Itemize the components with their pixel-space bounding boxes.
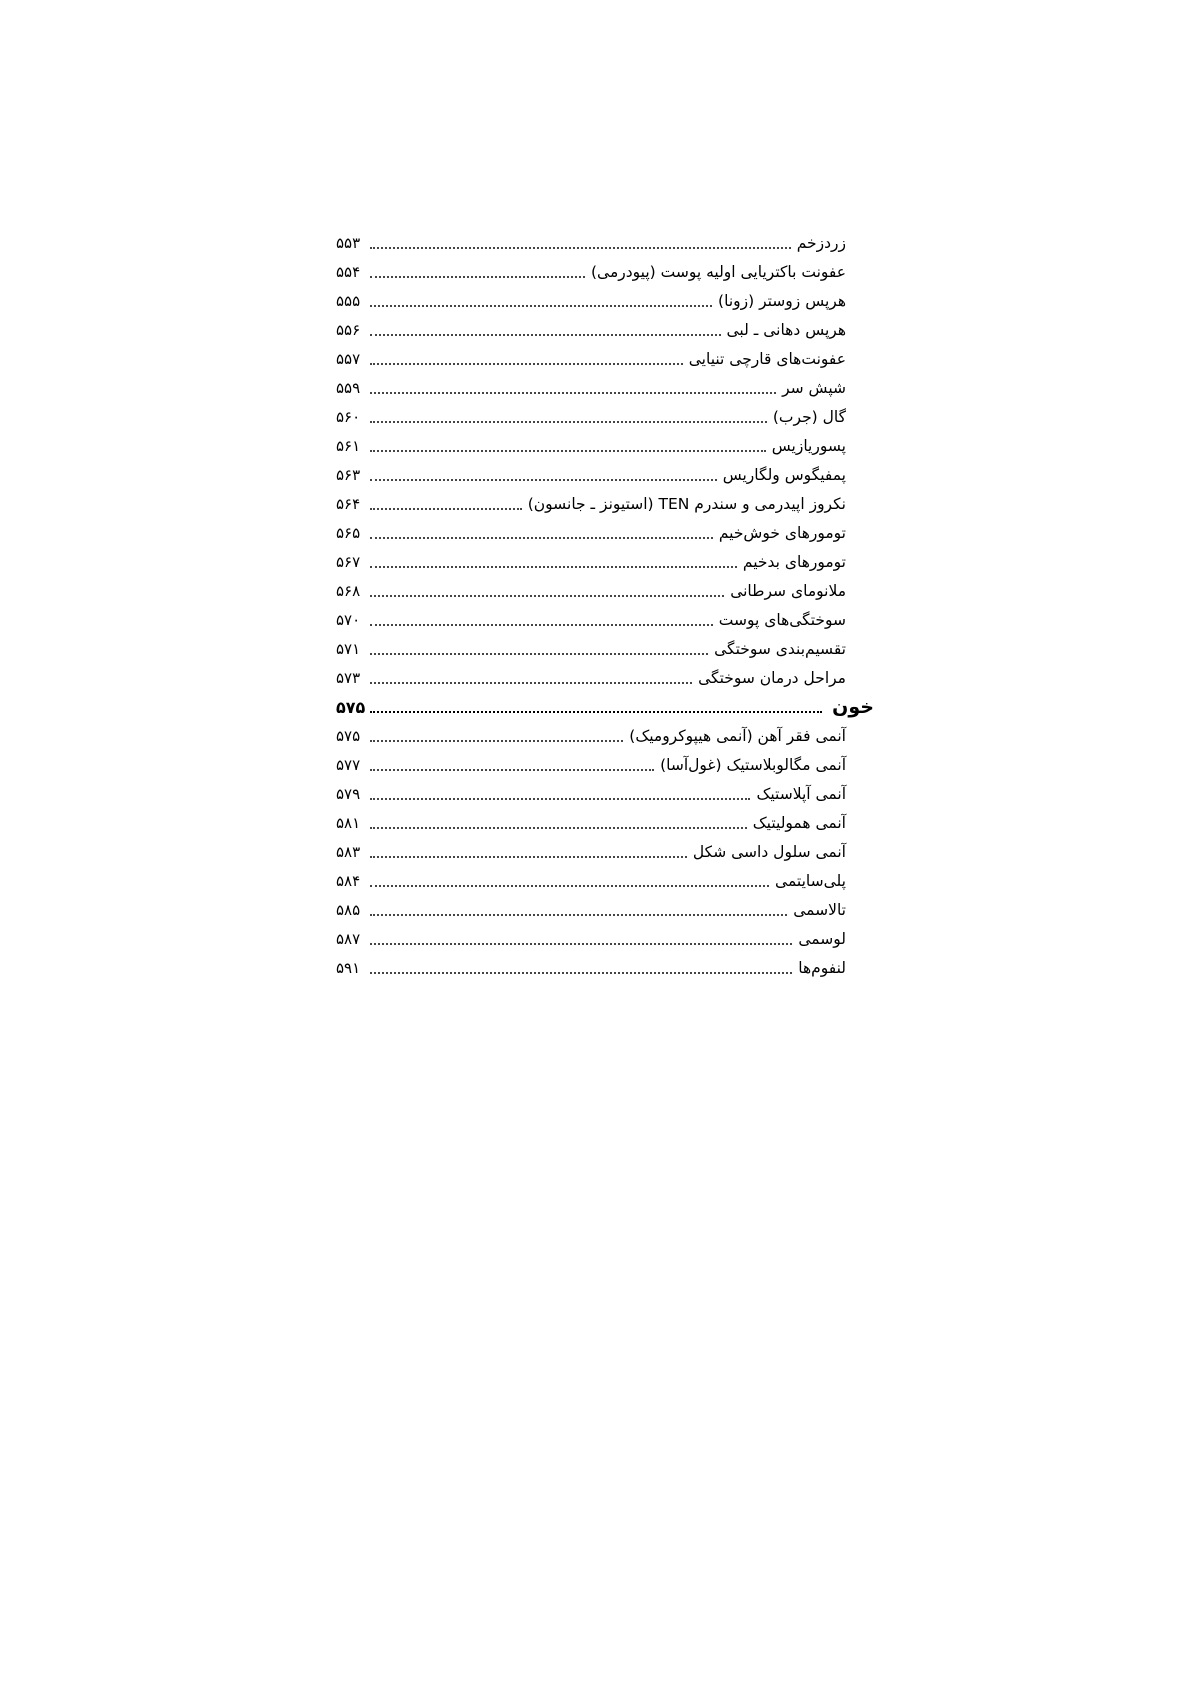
dot-leader bbox=[370, 914, 787, 916]
dot-leader bbox=[370, 363, 683, 365]
toc-entry[interactable] bbox=[336, 548, 846, 577]
toc-entry-page: ۵۶۸ bbox=[336, 582, 361, 600]
toc-entry[interactable] bbox=[336, 867, 846, 896]
dot-leader bbox=[370, 740, 623, 742]
toc-entry[interactable] bbox=[336, 519, 846, 548]
dot-leader bbox=[370, 827, 747, 829]
toc-entry-page: ۵۸۱ bbox=[336, 814, 361, 832]
dot-leader bbox=[370, 972, 792, 974]
toc-entry-page: ۵۵۵ bbox=[336, 292, 361, 310]
toc-entry-title: تومورهای بدخیم bbox=[742, 552, 846, 571]
toc-entry[interactable] bbox=[336, 896, 846, 925]
dot-leader bbox=[370, 769, 654, 771]
toc-entry-page: ۵۶۰ bbox=[336, 408, 361, 426]
toc-entry-title: ملانومای سرطانی bbox=[730, 581, 846, 600]
toc-entry[interactable] bbox=[336, 577, 846, 606]
dot-leader bbox=[370, 885, 769, 887]
toc-entry-title: مراحل درمان سوختگی bbox=[698, 668, 846, 687]
toc-entry-title: عفونت‌های قارچی تنیایی bbox=[688, 349, 846, 368]
toc-section-title: خون bbox=[832, 696, 874, 718]
toc-entry-page: ۵۶۵ bbox=[336, 524, 361, 542]
toc-entry-page: ۵۶۱ bbox=[336, 437, 361, 455]
toc-entry-page: ۵۸۴ bbox=[336, 872, 361, 890]
toc-entry-page: ۵۵۳ bbox=[336, 234, 361, 252]
toc-entry[interactable] bbox=[336, 635, 846, 664]
dot-leader bbox=[370, 479, 717, 481]
toc-entry[interactable] bbox=[336, 374, 846, 403]
toc-entry-title: سوختگی‌های پوست bbox=[718, 610, 846, 629]
toc-entry-title: پمفیگوس ولگاریس bbox=[722, 465, 846, 484]
toc-entry-title: عفونت باکتریایی اولیه پوست (پیودرمی) bbox=[591, 262, 846, 281]
toc-entry-title: شپش سر bbox=[782, 378, 846, 397]
toc-entry-title: هرپس دهانی ـ لبی bbox=[726, 320, 846, 339]
toc-entry[interactable] bbox=[336, 925, 846, 954]
toc-entry-page: ۵۶۷ bbox=[336, 553, 361, 571]
dot-leader bbox=[370, 421, 767, 423]
dot-leader bbox=[370, 856, 687, 858]
toc-entry-title: لوسمی bbox=[798, 929, 846, 948]
toc-entry-page: ۵۷۰ bbox=[336, 611, 361, 629]
toc-entry-page: ۵۸۵ bbox=[336, 901, 361, 919]
toc-entry-page: ۵۵۹ bbox=[336, 379, 361, 397]
toc-entry-title: پلی‌سایتمی bbox=[775, 871, 846, 890]
toc-entry-page: ۵۷۵ bbox=[336, 697, 366, 717]
dot-leader bbox=[370, 682, 692, 684]
toc-entry[interactable] bbox=[336, 664, 846, 693]
toc-entry[interactable] bbox=[336, 606, 846, 635]
toc-entry-page: ۵۹۱ bbox=[336, 959, 361, 977]
toc-entry[interactable] bbox=[336, 954, 846, 983]
dot-leader bbox=[370, 392, 776, 394]
toc-entry[interactable] bbox=[336, 490, 846, 519]
toc-entry-page: ۵۷۳ bbox=[336, 669, 361, 687]
toc-entry-title: هرپس زوستر (زونا) bbox=[718, 291, 846, 310]
dot-leader bbox=[370, 537, 713, 539]
toc-entry[interactable] bbox=[336, 838, 846, 867]
toc-entry-page: ۵۷۷ bbox=[336, 756, 361, 774]
dot-leader bbox=[370, 276, 585, 278]
dot-leader bbox=[370, 566, 737, 568]
toc-section-heading[interactable] bbox=[336, 693, 874, 722]
dot-leader bbox=[370, 334, 721, 336]
dot-leader bbox=[370, 450, 766, 452]
toc-entry-title: آنمی مگالوبلاستیک (غول‌آسا) bbox=[660, 755, 846, 774]
toc-entry[interactable] bbox=[336, 316, 846, 345]
toc-entry-title: زردزخم bbox=[796, 233, 846, 252]
toc-entry-title: نکروز اپیدرمی و سندرم TEN (استیونز ـ جانسون) bbox=[527, 494, 846, 513]
toc-entry-page: ۵۶۳ bbox=[336, 466, 361, 484]
table-of-contents bbox=[336, 229, 874, 983]
toc-entry[interactable] bbox=[336, 229, 846, 258]
toc-entry-page: ۵۸۳ bbox=[336, 843, 361, 861]
toc-entry-page: ۵۶۴ bbox=[336, 495, 361, 513]
dot-leader bbox=[370, 711, 822, 713]
dot-leader bbox=[370, 305, 712, 307]
toc-entry-title: تقسیم‌بندی سوختگی bbox=[714, 639, 846, 658]
toc-entry-title: آنمی سلول داسی شکل bbox=[692, 842, 846, 861]
toc-entry[interactable] bbox=[336, 403, 846, 432]
toc-entry[interactable] bbox=[336, 809, 846, 838]
toc-entry[interactable] bbox=[336, 287, 846, 316]
toc-entry-title: تالاسمی bbox=[793, 900, 846, 919]
dot-leader bbox=[370, 508, 522, 510]
toc-entry-page: ۵۷۵ bbox=[336, 727, 361, 745]
toc-entry[interactable] bbox=[336, 722, 846, 751]
toc-entry-page: ۵۷۱ bbox=[336, 640, 361, 658]
toc-entry-page: ۵۵۷ bbox=[336, 350, 361, 368]
dot-leader bbox=[370, 595, 724, 597]
dot-leader bbox=[370, 624, 713, 626]
toc-entry-page: ۵۷۹ bbox=[336, 785, 361, 803]
toc-entry[interactable] bbox=[336, 345, 846, 374]
dot-leader bbox=[370, 943, 792, 945]
toc-entry-page: ۵۵۴ bbox=[336, 263, 361, 281]
toc-entry[interactable] bbox=[336, 258, 846, 287]
toc-entry[interactable] bbox=[336, 461, 846, 490]
toc-entry-title: آنمی فقر آهن (آنمی هیپوکرومیک) bbox=[629, 726, 846, 745]
toc-entry-page: ۵۸۷ bbox=[336, 930, 361, 948]
toc-entry[interactable] bbox=[336, 432, 846, 461]
toc-entry-title: لنفوم‌ها bbox=[798, 958, 846, 977]
toc-entry-title: گال (جرب) bbox=[772, 407, 846, 426]
toc-entry-title: تومورهای خوش‌خیم bbox=[718, 523, 846, 542]
dot-leader bbox=[370, 653, 708, 655]
toc-entry[interactable] bbox=[336, 751, 846, 780]
toc-entry-title: پسوریازیس bbox=[771, 436, 846, 455]
dot-leader bbox=[370, 247, 791, 249]
toc-entry-title: آنمی همولیتیک bbox=[752, 813, 846, 832]
dot-leader bbox=[370, 798, 750, 800]
toc-entry-page: ۵۵۶ bbox=[336, 321, 361, 339]
toc-entry-title: آنمی آپلاستیک bbox=[756, 784, 846, 803]
toc-entry[interactable] bbox=[336, 780, 846, 809]
